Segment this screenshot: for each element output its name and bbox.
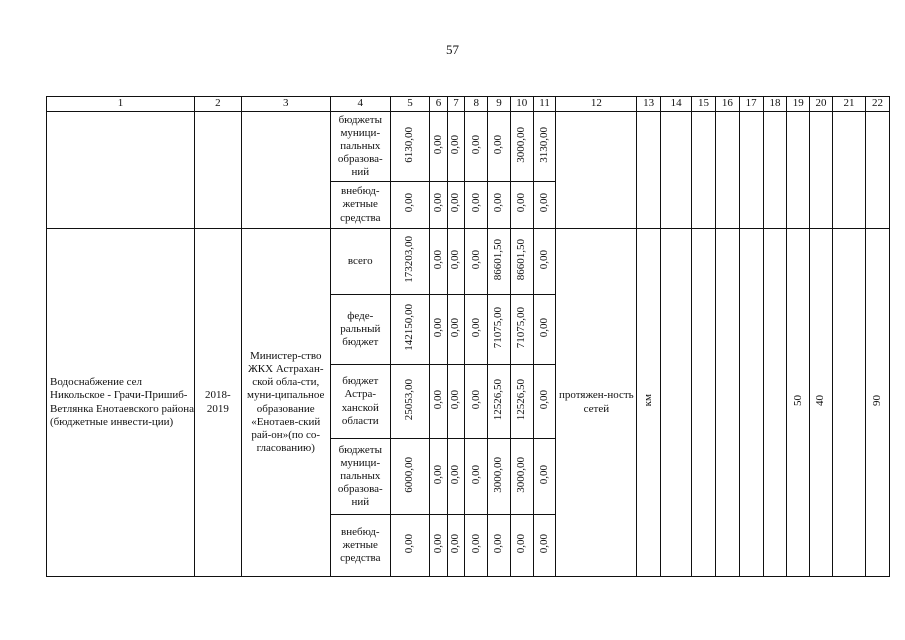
col-header: 13	[637, 97, 661, 112]
table-row	[47, 112, 890, 182]
table-row	[47, 229, 890, 295]
indicator-cell-empty	[556, 112, 637, 229]
col-header: 10	[510, 97, 533, 112]
header-row	[47, 97, 890, 112]
value-cell: 0,00	[447, 295, 465, 365]
value-cell: 0,00	[510, 182, 533, 229]
project-name: Водоснабжение сел Никольское - Грачи-Пришиб- Ветлянка Енотаевского района (бюджетные инвести-ции)	[47, 229, 195, 577]
value-cell: 0,00	[465, 229, 488, 295]
col-header: 17	[739, 97, 763, 112]
value-cell: 0,00	[465, 515, 488, 577]
col-header: 12	[556, 97, 637, 112]
col-header: 16	[715, 97, 739, 112]
col-header: 20	[810, 97, 833, 112]
value-cell: 6000,00	[390, 439, 429, 515]
value-cell: 6130,00	[390, 112, 429, 182]
value-cell: 0,00	[447, 365, 465, 439]
value-cell: 0,00	[430, 229, 448, 295]
value-cell: 0,00	[430, 515, 448, 577]
col-header: 9	[488, 97, 511, 112]
value-cell: 0,00	[390, 182, 429, 229]
value-cell: 0,00	[390, 515, 429, 577]
value-cell: 0,00	[430, 112, 448, 182]
col-header: 19	[787, 97, 810, 112]
funding-source: феде-ральный бюджет	[330, 295, 390, 365]
value-cell: 12526,50	[510, 365, 533, 439]
funding-source: бюджет Астра-ханской области	[330, 365, 390, 439]
value-cell: 3130,00	[533, 112, 556, 182]
value-2018: 50	[787, 229, 810, 577]
indicator-unit: км	[637, 229, 661, 577]
col-header: 21	[832, 97, 865, 112]
value-cell: 0,00	[465, 365, 488, 439]
value-cell: 0,00	[430, 439, 448, 515]
value-total: 90	[866, 229, 890, 577]
value-cell: 0,00	[430, 182, 448, 229]
value-cell: 86601,50	[510, 229, 533, 295]
col-header: 15	[692, 97, 716, 112]
value-cell: 173203,00	[390, 229, 429, 295]
value-cell: 0,00	[533, 439, 556, 515]
value-cell: 0,00	[447, 182, 465, 229]
value-cell: 142150,00	[390, 295, 429, 365]
value-cell: 0,00	[447, 439, 465, 515]
value-cell: 0,00	[447, 229, 465, 295]
col-header: 7	[447, 97, 465, 112]
value-2019: 40	[810, 229, 833, 577]
value-cell: 3000,00	[488, 439, 511, 515]
value-cell: 86601,50	[488, 229, 511, 295]
executor-cell-empty	[241, 112, 330, 229]
period-cell-empty	[195, 112, 242, 229]
value-cell: 0,00	[465, 439, 488, 515]
value-cell: 0,00	[465, 182, 488, 229]
value-cell: 71075,00	[510, 295, 533, 365]
project-period: 2018-2019	[195, 229, 242, 577]
value-cell: 0,00	[430, 365, 448, 439]
col-header: 4	[330, 97, 390, 112]
col-header: 3	[241, 97, 330, 112]
funding-source: внебюд-жетные средства	[330, 515, 390, 577]
value-cell: 0,00	[510, 515, 533, 577]
value-cell: 0,00	[533, 229, 556, 295]
value-cell: 0,00	[533, 295, 556, 365]
value-cell: 3000,00	[510, 112, 533, 182]
indicator-name: протяжен-ность сетей	[556, 229, 637, 577]
value-cell: 3000,00	[510, 439, 533, 515]
value-cell: 71075,00	[488, 295, 511, 365]
value-cell: 0,00	[465, 295, 488, 365]
col-header: 14	[661, 97, 692, 112]
value-cell: 0,00	[533, 182, 556, 229]
funding-source: всего	[330, 229, 390, 295]
value-cell: 0,00	[488, 182, 511, 229]
value-cell: 0,00	[465, 112, 488, 182]
value-cell: 0,00	[447, 112, 465, 182]
value-cell: 12526,50	[488, 365, 511, 439]
col-header: 11	[533, 97, 556, 112]
page-number: 57	[446, 42, 459, 57]
value-cell: 0,00	[533, 365, 556, 439]
program-table	[46, 96, 890, 577]
col-header: 18	[763, 97, 787, 112]
col-header: 22	[866, 97, 890, 112]
project-executor: Министер-ство ЖКХ Астрахан-ской обла-сти, муни-ципальное образование «Енотаев-ский рай-он»(по со-гласованию)	[241, 229, 330, 577]
funding-source: внебюд-жетные средства	[330, 182, 390, 229]
col-header: 8	[465, 97, 488, 112]
funding-source: бюджеты муници-пальных образова-ний	[330, 439, 390, 515]
funding-source: бюджеты муници-пальных образова-ний	[330, 112, 390, 182]
value-cell: 25053,00	[390, 365, 429, 439]
col-header: 6	[430, 97, 448, 112]
col-header: 5	[390, 97, 429, 112]
value-cell: 0,00	[488, 515, 511, 577]
col-header: 2	[195, 97, 242, 112]
project-cell-empty	[47, 112, 195, 229]
col-header: 1	[47, 97, 195, 112]
value-cell: 0,00	[447, 515, 465, 577]
value-cell: 0,00	[533, 515, 556, 577]
value-cell: 0,00	[430, 295, 448, 365]
value-cell: 0,00	[488, 112, 511, 182]
